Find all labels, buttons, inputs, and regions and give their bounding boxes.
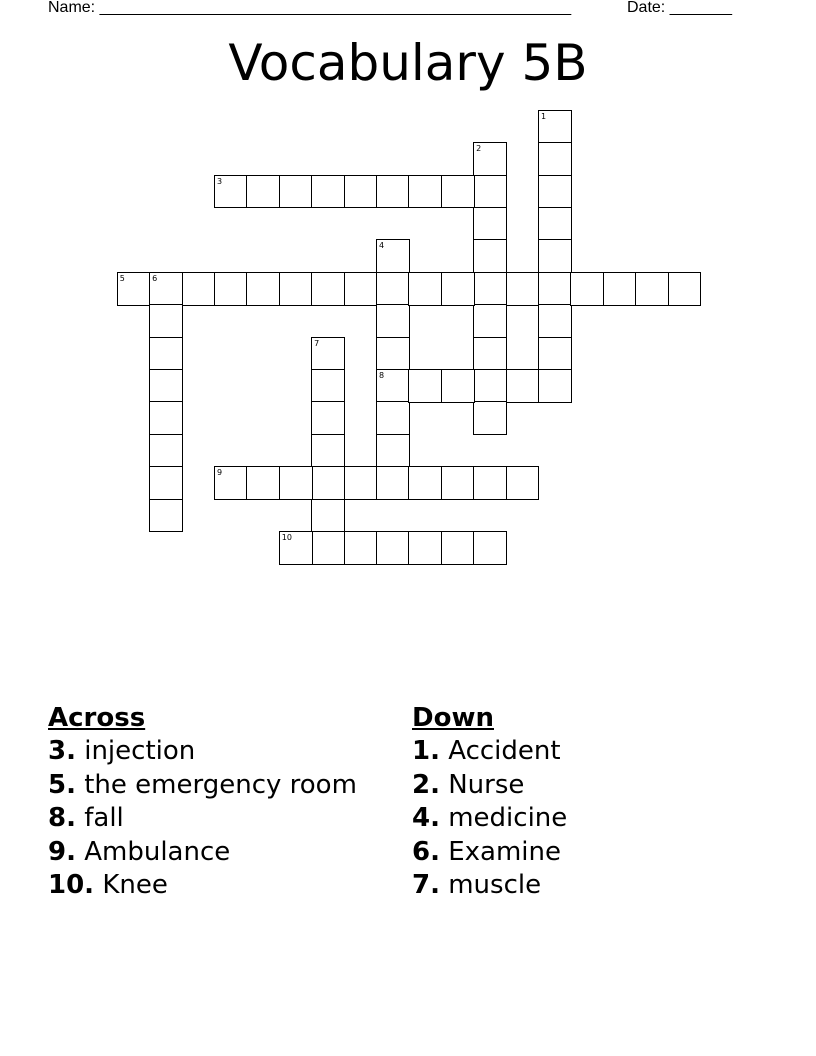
cell-number: 3: [216, 176, 223, 186]
grid-cell[interactable]: [506, 369, 540, 403]
grid-cell[interactable]: [635, 272, 669, 306]
clue-number: 6.: [412, 836, 440, 867]
clue-item: [412, 802, 567, 835]
clue-item: [412, 769, 567, 802]
grid-cell[interactable]: [408, 531, 442, 565]
clue-number: 5.: [48, 769, 76, 800]
grid-cell[interactable]: [149, 369, 183, 403]
grid-cell[interactable]: [149, 304, 183, 338]
grid-cell[interactable]: [603, 272, 637, 306]
clue-item: [48, 836, 357, 869]
grid-cell[interactable]: [376, 434, 410, 468]
clue-number: 10.: [48, 870, 95, 901]
grid-cell[interactable]: [408, 175, 442, 209]
clue-number: 2.: [412, 769, 440, 800]
grid-cell[interactable]: [376, 401, 410, 435]
across-clues: [48, 702, 357, 902]
clue-text: Accident: [448, 736, 561, 767]
grid-cell[interactable]: [570, 272, 604, 306]
date-field: Date: _______: [627, 0, 732, 16]
grid-cell[interactable]: [538, 272, 572, 306]
grid-cell[interactable]: [246, 175, 280, 209]
clue-number: 4.: [412, 803, 440, 834]
grid-cell[interactable]: [473, 531, 507, 565]
clue-item: [48, 769, 357, 802]
grid-cell[interactable]: [376, 272, 410, 306]
grid-cell[interactable]: [668, 272, 702, 306]
grid-cell[interactable]: [344, 175, 378, 209]
grid-cell[interactable]: [473, 337, 507, 371]
grid-cell[interactable]: [473, 401, 507, 435]
grid-cell[interactable]: [408, 272, 442, 306]
clue-item: [48, 802, 357, 835]
grid-cell[interactable]: [376, 175, 410, 209]
grid-cell[interactable]: [441, 369, 475, 403]
cell-number: 4: [378, 241, 385, 251]
grid-cell[interactable]: [408, 369, 442, 403]
clue-text: Ambulance: [84, 836, 231, 867]
grid-cell[interactable]: [441, 466, 475, 500]
name-field: Name: _____________________________________________________: [48, 0, 572, 16]
grid-cell[interactable]: [441, 272, 475, 306]
grid-cell[interactable]: [279, 272, 313, 306]
grid-cell[interactable]: [538, 142, 572, 176]
clue-text: the emergency room: [84, 769, 357, 800]
grid-cell[interactable]: [214, 175, 248, 209]
grid-cell[interactable]: [311, 337, 345, 371]
grid-cell[interactable]: [311, 401, 345, 435]
grid-cell[interactable]: [538, 304, 572, 338]
cell-number: 8: [378, 370, 385, 380]
grid-cell[interactable]: [538, 207, 572, 241]
cell-number: 7: [314, 338, 320, 348]
grid-cell[interactable]: [473, 272, 507, 306]
grid-cell[interactable]: [246, 466, 280, 500]
grid-cell[interactable]: [473, 175, 507, 209]
grid-cell[interactable]: [311, 272, 345, 306]
grid-cell[interactable]: [149, 434, 183, 468]
grid-cell[interactable]: [538, 369, 572, 403]
grid-cell[interactable]: [311, 499, 345, 533]
grid-cell[interactable]: [538, 175, 572, 209]
grid-cell[interactable]: [538, 337, 572, 371]
down-heading: Down: [412, 703, 494, 733]
grid-cell[interactable]: [279, 531, 313, 565]
across-heading: Across: [48, 703, 146, 733]
clue-item: [412, 735, 567, 768]
cell-number: 6: [152, 273, 158, 283]
grid-cell[interactable]: [506, 466, 540, 500]
clue-item: [48, 869, 357, 902]
clue-number: 7.: [412, 870, 440, 901]
grid-cell[interactable]: [279, 466, 313, 500]
grid-cell[interactable]: [311, 369, 345, 403]
grid-cell[interactable]: [376, 531, 410, 565]
grid-cell[interactable]: [408, 466, 442, 500]
grid-cell[interactable]: [376, 304, 410, 338]
clue-text: Knee: [102, 870, 168, 901]
grid-cell[interactable]: [473, 239, 507, 273]
clue-text: Nurse: [448, 769, 525, 800]
clue-number: 1.: [412, 736, 440, 767]
grid-cell[interactable]: [376, 239, 410, 273]
page-title: Vocabulary 5B: [228, 34, 588, 92]
grid-cell[interactable]: [311, 434, 345, 468]
cell-number: 1: [540, 111, 547, 121]
grid-cell[interactable]: [376, 337, 410, 371]
grid-cell[interactable]: [214, 272, 248, 306]
grid-cell[interactable]: [149, 337, 183, 371]
clue-item: [48, 735, 357, 768]
grid-cell[interactable]: [214, 466, 248, 500]
cell-number: 5: [119, 273, 125, 283]
grid-cell[interactable]: [376, 369, 410, 403]
grid-cell[interactable]: [246, 272, 280, 306]
grid-cell[interactable]: [473, 207, 507, 241]
down-clues: [412, 702, 567, 902]
clue-text: medicine: [448, 803, 568, 834]
grid-cell[interactable]: [311, 531, 345, 565]
grid-cell[interactable]: [473, 304, 507, 338]
grid-cell[interactable]: [538, 239, 572, 273]
grid-cell[interactable]: [149, 499, 183, 533]
grid-cell[interactable]: [473, 466, 507, 500]
grid-cell[interactable]: [473, 142, 507, 176]
cell-number: 9: [216, 468, 223, 478]
grid-cell[interactable]: [311, 175, 345, 209]
grid-cell[interactable]: [344, 466, 378, 500]
cell-number: 2: [476, 144, 482, 154]
grid-cell[interactable]: [117, 272, 151, 306]
clue-number: 3.: [48, 736, 76, 767]
clue-item: [412, 869, 567, 902]
grid-cell[interactable]: [344, 272, 378, 306]
clue-text: muscle: [448, 870, 542, 901]
cell-number: 10: [281, 532, 292, 542]
grid-cell[interactable]: [376, 466, 410, 500]
grid-cell[interactable]: [149, 272, 183, 306]
grid-cell[interactable]: [538, 110, 572, 144]
grid-cell[interactable]: [344, 531, 378, 565]
grid-cell[interactable]: [441, 175, 475, 209]
clue-item: [412, 836, 567, 869]
grid-cell[interactable]: [279, 175, 313, 209]
grid-cell[interactable]: [473, 369, 507, 403]
grid-cell[interactable]: [311, 466, 345, 500]
clue-number: 9.: [48, 836, 76, 867]
grid-cell[interactable]: [149, 466, 183, 500]
clue-text: injection: [84, 736, 196, 767]
clue-text: Examine: [448, 836, 562, 867]
clue-text: fall: [84, 803, 124, 834]
grid-cell[interactable]: [441, 531, 475, 565]
grid-cell[interactable]: [182, 272, 216, 306]
grid-cell[interactable]: [149, 401, 183, 435]
grid-cell[interactable]: [506, 272, 540, 306]
clue-number: 8.: [48, 803, 76, 834]
